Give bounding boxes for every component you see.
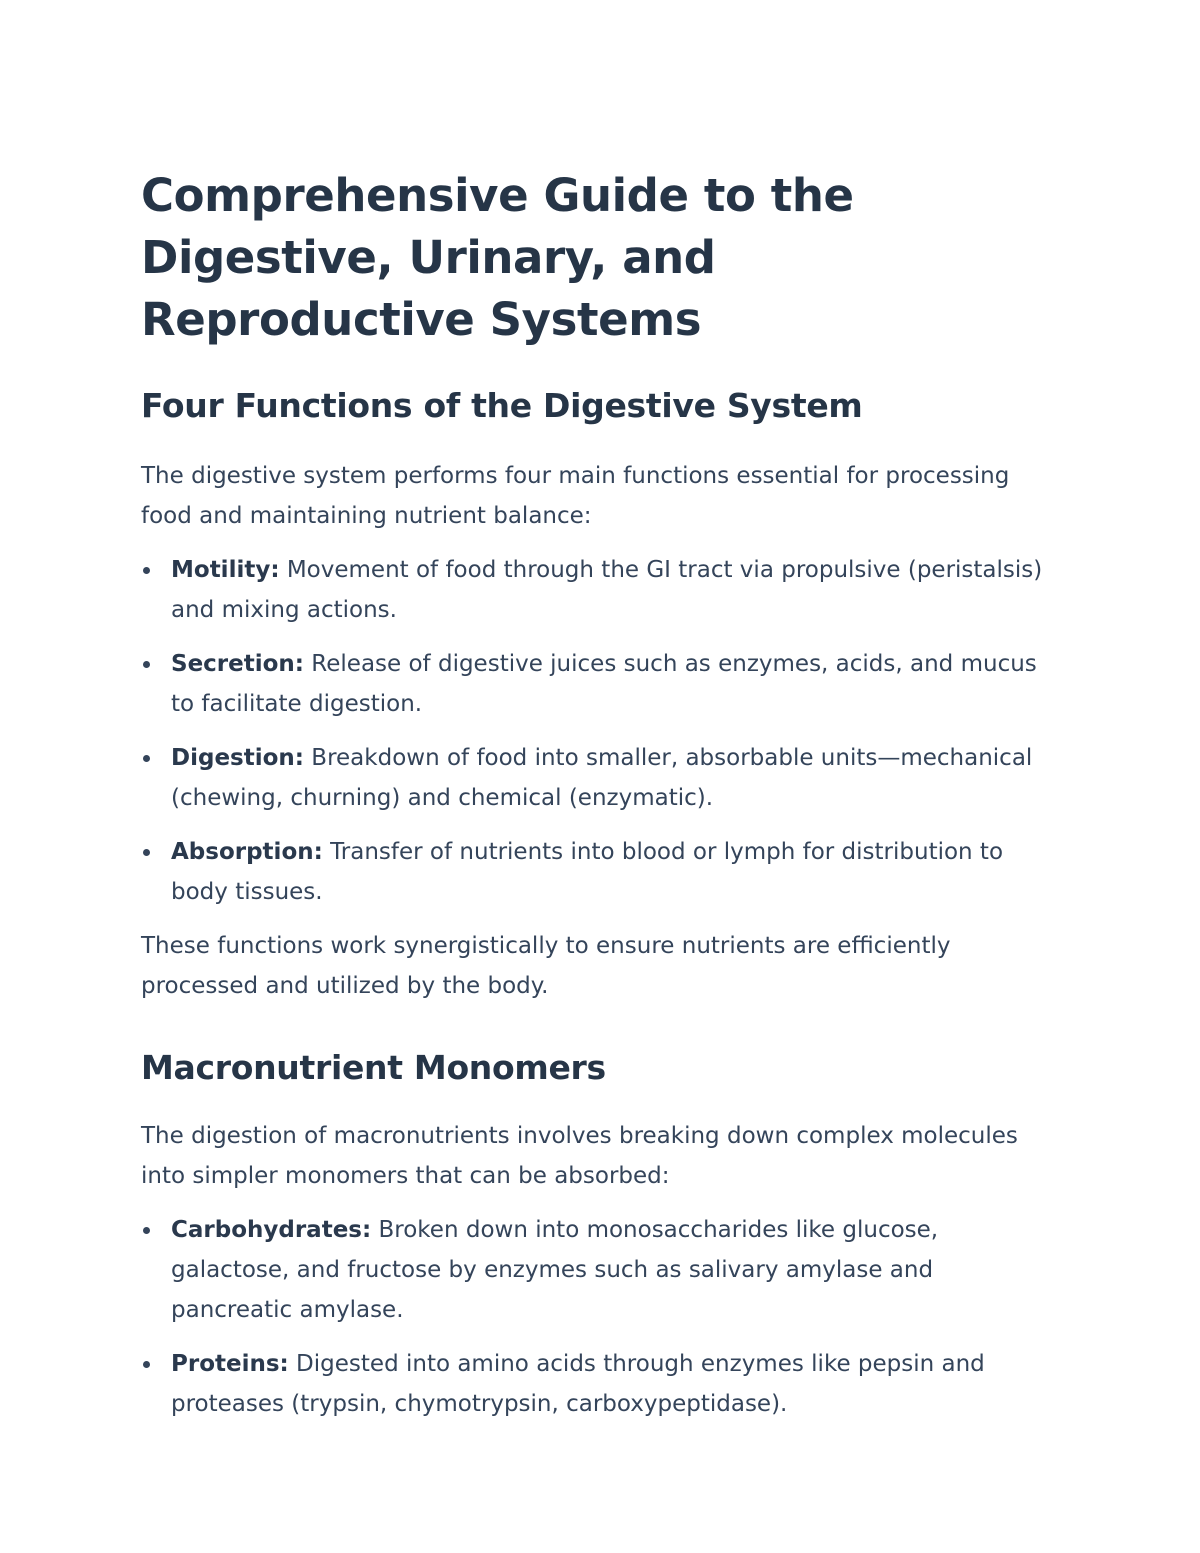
section-heading-macronutrient-monomers: Macronutrient Monomers bbox=[141, 1048, 606, 1087]
list-item-text: Breakdown of food into smaller, absorbable units—mechanical (chewing, churning) and chemical (enzymatic). bbox=[171, 745, 1033, 811]
document-page bbox=[141, 165, 1061, 1438]
list-item-text: Movement of food through the GI tract via propulsive (peristalsis) and mixing actions. bbox=[171, 557, 1043, 623]
section-intro: The digestive system performs four main functions essential for processing food and maintaining nutrient balance: bbox=[141, 463, 1010, 529]
bullet-icon bbox=[143, 661, 150, 668]
bullet-icon bbox=[143, 567, 150, 574]
list-item-term: Secretion: bbox=[171, 651, 304, 677]
section-outro: These functions work synergistically to ensure nutrients are efficiently processed and utilized by the body. bbox=[141, 933, 951, 999]
list-item bbox=[141, 1344, 1061, 1424]
list-item-text: Release of digestive juices such as enzymes, acids, and mucus to facilitate digestion. bbox=[171, 651, 1037, 717]
bullet-icon bbox=[143, 1361, 150, 1368]
bullet-icon bbox=[143, 755, 150, 762]
document-title: Comprehensive Guide to the Digestive, Urinary, and Reproductive Systems bbox=[141, 169, 854, 346]
list-item bbox=[141, 550, 1061, 630]
list-item-text: Broken down into monosaccharides like glucose, galactose, and fructose by enzymes such as salivary amylase and pancreatic amylase. bbox=[171, 1217, 939, 1323]
list-item-text: Transfer of nutrients into blood or lymph for distribution to body tissues. bbox=[171, 839, 1004, 905]
list-item-term: Digestion: bbox=[171, 745, 304, 771]
list-item-term: Carbohydrates: bbox=[171, 1217, 372, 1243]
digestive-functions-list bbox=[141, 550, 1061, 912]
macronutrient-list bbox=[141, 1210, 1061, 1424]
section-heading-digestive-functions: Four Functions of the Digestive System bbox=[141, 386, 863, 425]
list-item bbox=[141, 738, 1061, 818]
list-item-term: Motility: bbox=[171, 557, 280, 583]
list-item bbox=[141, 644, 1061, 724]
list-item-term: Proteins: bbox=[171, 1351, 289, 1377]
list-item bbox=[141, 1210, 1061, 1330]
list-item-term: Absorption: bbox=[171, 839, 323, 865]
bullet-icon bbox=[143, 849, 150, 856]
bullet-icon bbox=[143, 1227, 150, 1234]
list-item bbox=[141, 832, 1061, 912]
list-item-text: Digested into amino acids through enzymes like pepsin and proteases (trypsin, chymotrypsin, carboxypeptidase). bbox=[171, 1351, 985, 1417]
section-intro: The digestion of macronutrients involves breaking down complex molecules into simpler monomers that can be absorbed: bbox=[141, 1123, 1018, 1189]
